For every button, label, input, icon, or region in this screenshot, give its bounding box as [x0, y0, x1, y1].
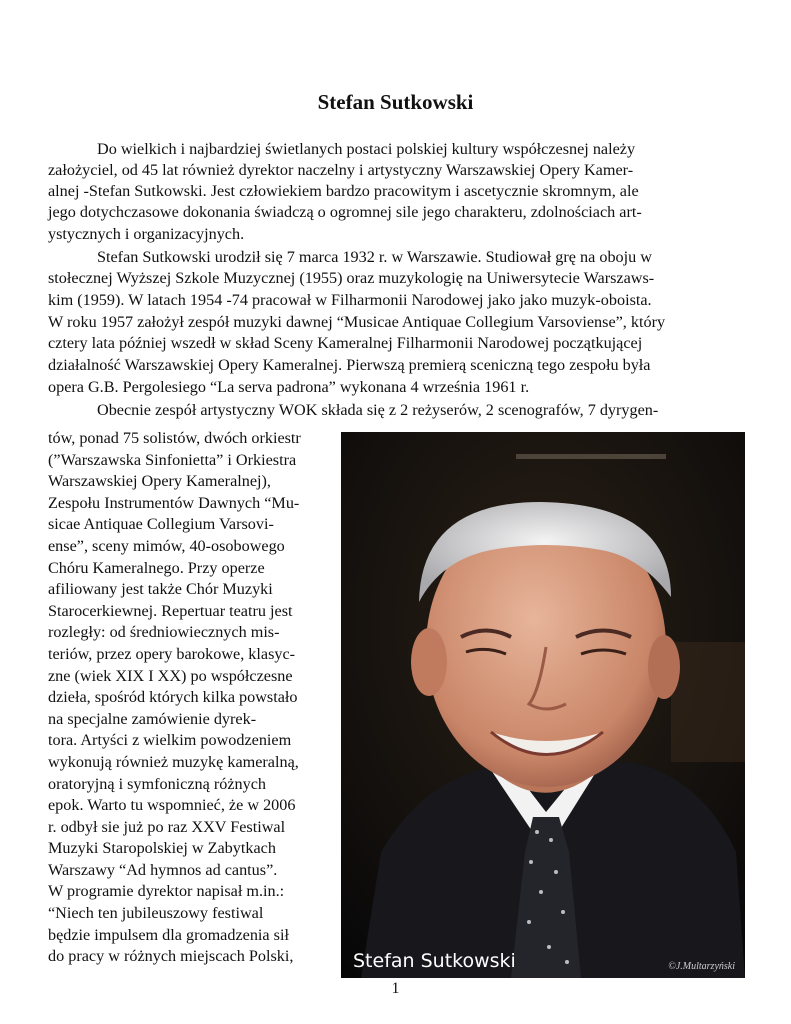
column-line: na specjalne zamówienie dyrek- — [48, 709, 257, 728]
column-line: będzie impulsem dla gromadzenia sił — [48, 925, 289, 944]
paragraph-line: Stefan Sutkowski urodził się 7 marca 1932 r. w Warszawie. Studiował grę na oboju w — [97, 248, 652, 266]
column-line: “Niech ten jubileuszowy festiwal — [48, 904, 264, 923]
column-line: ense”, sceny mimów, 40-osobowego — [48, 536, 285, 555]
column-line: Warszawy “Ad hymnos ad cantus”. — [48, 860, 278, 879]
column-line: Muzyki Staropolskiej w Zabytkach — [48, 839, 276, 858]
column-line: tora. Artyści z wielkim powodzeniem — [48, 731, 292, 750]
column-line: wykonują również muzykę kameralną, — [48, 752, 299, 771]
wrapped-text-column — [48, 428, 340, 968]
paragraph-line: kim (1959). W latach 1954 -74 pracował w Filharmonii Narodowej jako jako muzyk-oboista. — [48, 291, 652, 309]
paragraph-line: ystycznych i organizacyjnych. — [48, 225, 245, 243]
portrait-photo — [341, 432, 745, 978]
column-line: r. odbył sie już po raz XXV Festiwal — [48, 817, 286, 836]
column-line: Chóru Kameralnego. Przy operze — [48, 558, 265, 577]
paragraph-line: jego dotychczasowe dokonania świadczą o ogromnej sile jego charakteru, zdolnościach art- — [48, 203, 642, 221]
paragraph-line: działalność Warszawskiej Opery Kameralnej. Pierwszą premierą sceniczną tego zespołu była — [48, 356, 651, 374]
paragraph-line: cztery lata później wszedł w skład Sceny Kameralnej Filharmonii Narodowej początkującej — [48, 334, 643, 352]
column-line: Zespołu Instrumentów Dawnych “Mu- — [48, 493, 300, 512]
paragraph-line: Obecnie zespół artystyczny WOK składa się z 2 reżyserów, 2 scenografów, 7 dyrygen- — [97, 401, 659, 419]
photo-credit: ©J.Multarzyński — [668, 961, 735, 972]
paragraph-line: założyciel, od 45 lat również dyrektor naczelny i artystyczny Warszawskiej Opery Kamer- — [48, 161, 634, 179]
portrait-illustration — [341, 432, 745, 978]
column-line: afiliowany jest także Chór Muzyki — [48, 580, 273, 599]
column-line: zne (wiek XIX I XX) po współczesne — [48, 666, 293, 685]
column-line: oratoryjną i symfoniczną różnych — [48, 774, 267, 793]
paragraph-line: W roku 1957 założył zespół muzyki dawnej “Musicae Antiquae Collegium Varsoviense”, który — [48, 313, 666, 331]
page-title: Stefan Sutkowski — [317, 90, 474, 114]
column-line: Starocerkiewnej. Repertuar teatru jest — [48, 601, 293, 620]
column-line: tów, ponad 75 solistów, dwóch orkiestr — [48, 429, 301, 447]
paragraph-line: alnej -Stefan Sutkowski. Jest człowiekiem bardzo pracowitym i ascetycznie skromnym, ale — [48, 182, 639, 200]
column-line: do pracy w różnych miejscach Polski, — [48, 947, 294, 966]
column-line: dzieła, spośród których kilka powstało — [48, 688, 298, 707]
column-line: epok. Warto tu wspomnieć, że w 2006 — [48, 796, 296, 815]
column-line: rozległy: od średniowiecznych mis- — [48, 623, 280, 642]
column-line: W programie dyrektor napisał m.in.: — [48, 882, 285, 901]
page-number: 1 — [391, 980, 400, 997]
paragraph-line: stołecznej Wyższej Szkole Muzycznej (1955) oraz muzykologię na Uniwersytecie Warszaws- — [48, 269, 655, 287]
column-line: (”Warszawska Sinfonietta” i Orkiestra — [48, 450, 297, 469]
column-line: teriów, przez opery barokowe, klasyc- — [48, 644, 296, 663]
column-line: sicae Antiquae Collegium Varsovi- — [48, 515, 274, 534]
column-line: Warszawskiej Opery Kameralnej), — [48, 472, 271, 491]
paragraph-line: opera G.B. Pergolesiego “La serva padrona” wykonana 4 września 1961 r. — [48, 378, 530, 396]
paragraph-line: Do wielkich i najbardziej świetlanych postaci polskiej kultury współczesnej należy — [97, 140, 636, 158]
photo-caption: Stefan Sutkowski — [353, 950, 516, 972]
